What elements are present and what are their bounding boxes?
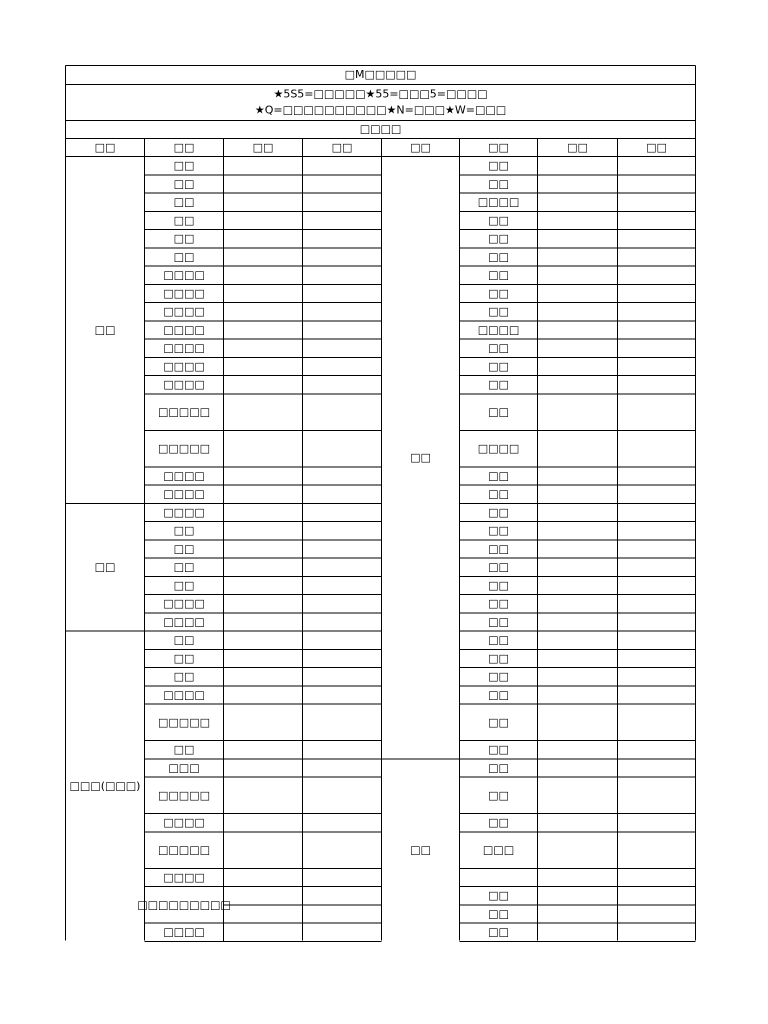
right-item-label: □□: [488, 788, 509, 802]
left-item-label: □□□□: [163, 597, 205, 611]
left-item-label: □□□□□□□□□: [137, 898, 231, 912]
left-item-label: □□: [173, 743, 195, 757]
left-item-label: □□: [173, 159, 195, 173]
right-item-label: □□□□: [477, 442, 520, 455]
right-item-label: □□: [488, 469, 509, 483]
left-item-label: □□: [173, 633, 195, 647]
left-item-label: □□: [173, 578, 195, 592]
left-item-label: □□: [173, 213, 195, 227]
left-item-label: □□: [173, 195, 195, 209]
right-item-label: □□: [488, 816, 509, 830]
right-item-label: □□: [488, 560, 509, 574]
left-group-label: □□□(□□□): [69, 779, 141, 793]
right-item-label: □□: [488, 597, 509, 611]
right-item-label: □□: [488, 305, 509, 319]
right-item-label: □□: [488, 341, 509, 355]
left-item-label: □□: [173, 670, 195, 684]
left-item-label: □□□□: [163, 305, 205, 319]
header-cell: □□: [488, 141, 509, 154]
right-item-label: □□: [488, 250, 509, 264]
table-grid: [66, 66, 696, 942]
right-item-label: □□: [488, 232, 509, 246]
right-item-label: □□: [488, 286, 509, 300]
right-item-label: □□: [488, 524, 509, 538]
right-item-label: □□: [488, 505, 509, 519]
right-item-label: □□: [488, 761, 509, 775]
left-item-label: □□: [173, 250, 195, 264]
header-cell: □□: [94, 141, 116, 154]
left-item-label: □□□□: [163, 268, 205, 282]
right-item-label: □□: [488, 925, 509, 939]
left-item-label: □□: [173, 524, 195, 538]
left-item-label: □□□□: [163, 688, 205, 702]
right-item-label: □□: [488, 542, 509, 556]
right-item-label: □□: [488, 688, 509, 702]
right-item-label: □□: [488, 213, 509, 227]
right-item-label: □□: [488, 177, 509, 191]
left-item-label: □□□□: [163, 487, 205, 501]
right-item-label: □□: [488, 615, 509, 629]
left-item-label: □□□□: [163, 323, 205, 337]
right-item-label: □□□□: [477, 195, 520, 209]
right-item-label: □□: [488, 159, 509, 173]
header-cell: □□: [410, 141, 431, 154]
left-item-label: □□: [173, 651, 195, 665]
right-item-label: □□: [488, 633, 509, 647]
header-cell: □□: [331, 141, 353, 154]
left-group-label: □□: [94, 560, 116, 574]
left-item-label: □□□□: [163, 816, 205, 830]
legend-line-2: ★Q=□□□□□□□□□□★N=□□□★W=□□□: [254, 103, 507, 117]
right-item-label: □□: [488, 889, 509, 903]
right-item-label: □□: [488, 378, 509, 392]
right-item-label: □□: [488, 487, 509, 501]
header-cell: □□: [252, 141, 274, 154]
right-item-label: □□: [488, 651, 509, 665]
right-item-label: □□: [488, 670, 509, 684]
left-item-label: □□□□: [163, 870, 205, 884]
left-item-label: □□□□□: [158, 405, 210, 419]
left-item-label: □□□□□: [158, 788, 210, 802]
left-item-label: □□: [173, 177, 195, 191]
right-group-label: □□: [410, 843, 431, 857]
left-item-label: □□□: [168, 761, 200, 775]
left-item-label: □□□□: [163, 925, 205, 939]
right-item-label: □□: [488, 743, 509, 757]
left-item-label: □□□□□: [158, 715, 210, 729]
right-item-label: □□□□: [477, 323, 520, 337]
section-title: □□□□: [359, 122, 402, 136]
left-item-label: □□□□□: [158, 843, 210, 857]
left-item-label: □□: [173, 232, 195, 246]
right-item-label: □□: [488, 907, 509, 921]
header-row: [95, 141, 667, 154]
left-item-label: □□□□□: [158, 442, 210, 455]
form-title: □M□□□□□: [344, 68, 417, 81]
header-cell: □□: [646, 141, 667, 154]
right-group-label: □□: [410, 451, 431, 465]
header-cell: □□: [173, 141, 195, 154]
right-item-label: □□□: [482, 843, 515, 857]
left-item-label: □□□□: [163, 469, 205, 483]
right-item-label: □□: [488, 578, 509, 592]
right-item-label: □□: [488, 715, 509, 729]
left-item-label: □□□□: [163, 341, 205, 355]
left-item-label: □□: [173, 542, 195, 556]
left-item-label: □□□□: [163, 359, 205, 373]
left-item-label: □□□□: [163, 378, 205, 392]
left-item-label: □□□□: [163, 286, 205, 300]
left-item-label: □□□□: [163, 615, 205, 629]
left-item-label: □□: [173, 560, 195, 574]
left-group-label: □□: [94, 323, 116, 337]
row-labels: [137, 159, 519, 939]
right-item-label: □□: [488, 268, 509, 282]
right-item-label: □□: [488, 359, 509, 373]
legend-line-1: ★5S5=□□□□□★55=□□□5=□□□□: [273, 87, 488, 101]
left-item-label: □□□□: [163, 505, 205, 519]
right-item-label: □□: [488, 405, 509, 419]
header-cell: □□: [567, 141, 588, 154]
